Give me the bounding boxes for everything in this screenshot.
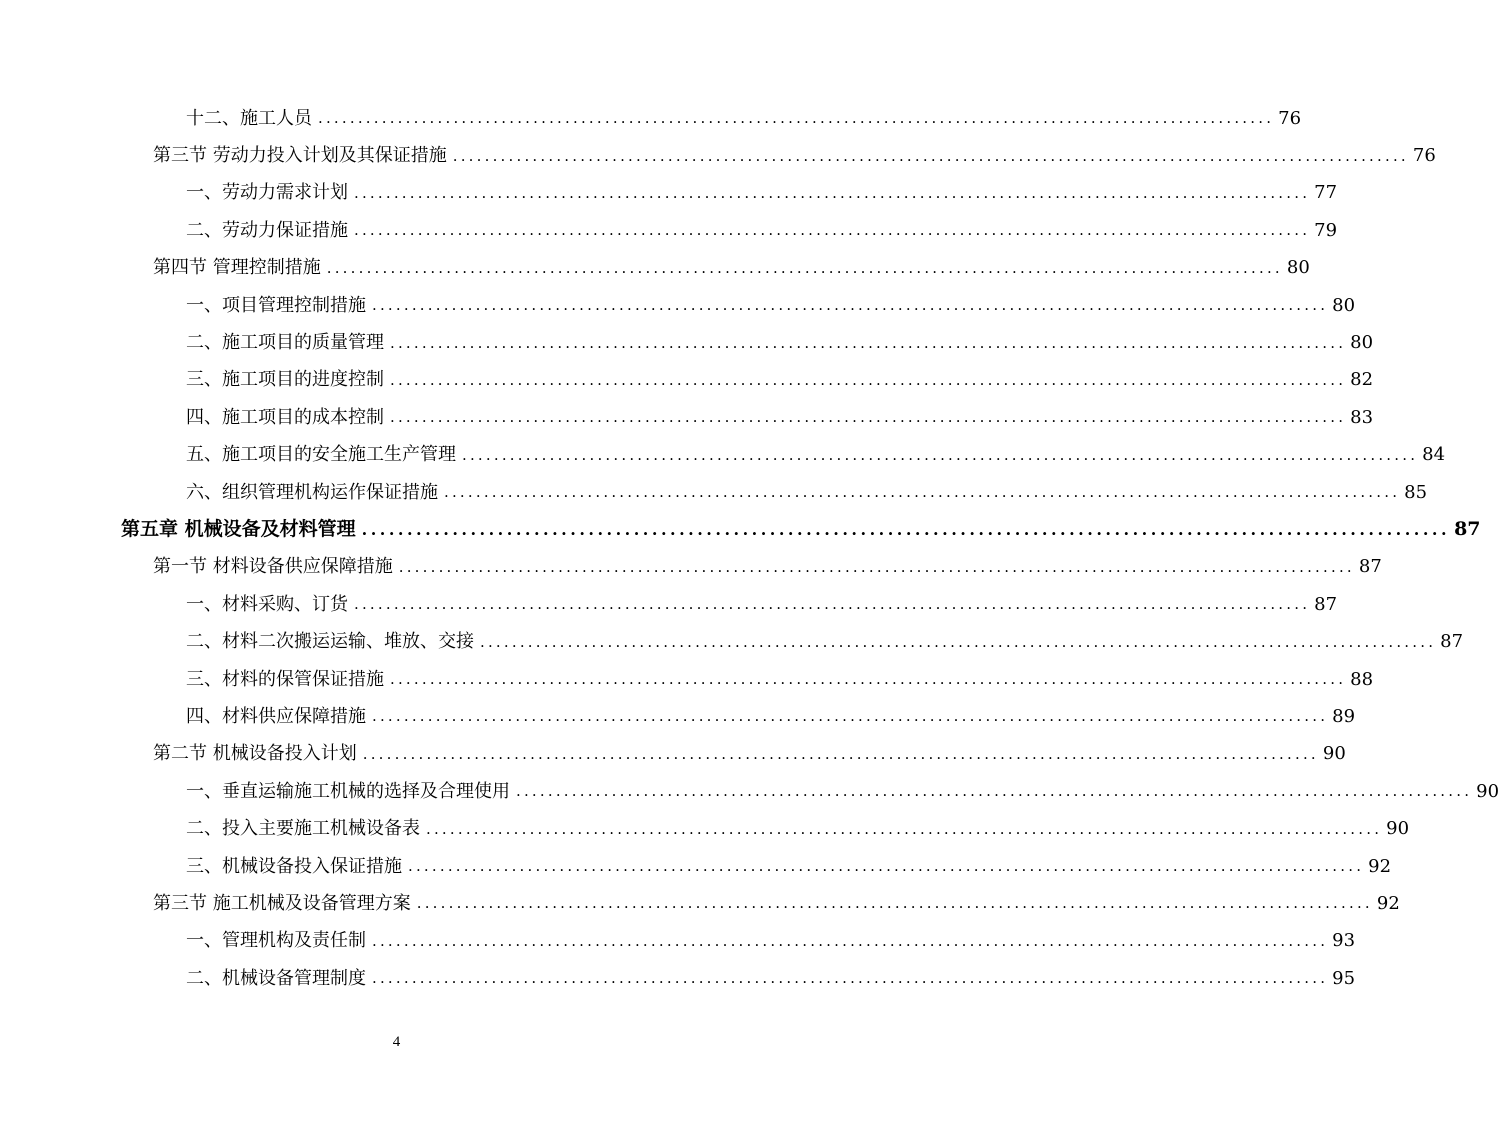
toc-entry-title: 第三节 施工机械及设备管理方案 bbox=[153, 892, 411, 914]
toc-entry-title: 二、材料二次搬运运输、堆放、交接 bbox=[186, 631, 474, 653]
toc-entry-title: 二、施工项目的质量管理 bbox=[186, 332, 384, 354]
toc-entry-page-number: 90 bbox=[1386, 818, 1410, 840]
toc-entry-title: 一、垂直运输施工机械的选择及合理使用 bbox=[186, 780, 510, 802]
toc-entry-section[interactable] bbox=[0, 549, 1382, 586]
toc-entry-title: 十二、施工人员 bbox=[186, 107, 312, 129]
toc-entry-page-number: 76 bbox=[1278, 107, 1302, 129]
dot-leader: ........................................................................................................................ bbox=[390, 333, 1347, 352]
toc-entry-item[interactable] bbox=[0, 923, 1356, 960]
dot-leader: ........................................................................................................................ bbox=[390, 408, 1347, 427]
toc-entry-item[interactable] bbox=[0, 362, 1374, 399]
toc-entry-section[interactable] bbox=[0, 250, 1310, 287]
dot-leader: ........................................................................................................................ bbox=[372, 296, 1329, 315]
table-of-contents bbox=[0, 100, 1499, 997]
toc-entry-title: 四、材料供应保障措施 bbox=[186, 705, 366, 727]
toc-entry-title: 二、劳动力保证措施 bbox=[186, 219, 348, 241]
toc-entry-chapter[interactable] bbox=[0, 511, 1481, 548]
toc-entry-page-number: 90 bbox=[1476, 780, 1499, 802]
toc-entry-page-number: 88 bbox=[1350, 668, 1374, 690]
dot-leader: ........................................................................................................................ bbox=[416, 894, 1373, 913]
toc-entry-title: 一、劳动力需求计划 bbox=[186, 182, 348, 204]
toc-entry-page-number: 87 bbox=[1440, 631, 1464, 653]
toc-entry-page-number: 93 bbox=[1332, 930, 1356, 952]
dot-leader: ........................................................................................................................ bbox=[361, 519, 1451, 539]
dot-leader: ........................................................................................................................ bbox=[398, 557, 1355, 576]
toc-entry-title: 第一节 材料设备供应保障措施 bbox=[153, 556, 393, 578]
dot-leader: ........................................................................................................................ bbox=[372, 707, 1329, 726]
dot-leader: ........................................................................................................................ bbox=[480, 632, 1437, 651]
toc-entry-item[interactable] bbox=[0, 960, 1356, 997]
dot-leader: ........................................................................................................................ bbox=[516, 782, 1473, 801]
dot-leader: ........................................................................................................................ bbox=[372, 931, 1329, 950]
toc-entry-page-number: 84 bbox=[1422, 444, 1446, 466]
dot-leader: ........................................................................................................................ bbox=[444, 483, 1401, 502]
dot-leader: ........................................................................................................................ bbox=[372, 969, 1329, 988]
toc-entry-page-number: 92 bbox=[1376, 892, 1400, 914]
toc-entry-page-number: 92 bbox=[1368, 855, 1392, 877]
dot-leader: ........................................................................................................................ bbox=[390, 370, 1347, 389]
toc-entry-item[interactable] bbox=[0, 212, 1338, 249]
toc-entry-item[interactable] bbox=[0, 324, 1374, 361]
toc-entry-title: 四、施工项目的成本控制 bbox=[186, 406, 384, 428]
toc-entry-page-number: 77 bbox=[1314, 182, 1338, 204]
toc-entry-title: 三、施工项目的进度控制 bbox=[186, 369, 384, 391]
toc-entry-item[interactable] bbox=[0, 100, 1302, 137]
toc-entry-item[interactable] bbox=[0, 287, 1356, 324]
toc-entry-page-number: 82 bbox=[1350, 369, 1374, 391]
toc-entry-title: 一、项目管理控制措施 bbox=[186, 294, 366, 316]
toc-entry-item[interactable] bbox=[0, 773, 1499, 810]
toc-entry-item[interactable] bbox=[0, 437, 1446, 474]
toc-entry-title: 第二节 机械设备投入计划 bbox=[153, 743, 357, 765]
toc-entry-section[interactable] bbox=[0, 137, 1436, 174]
dot-leader: ........................................................................................................................ bbox=[452, 146, 1409, 165]
toc-entry-item[interactable] bbox=[0, 175, 1338, 212]
toc-entry-title: 五、施工项目的安全施工生产管理 bbox=[186, 444, 456, 466]
toc-entry-title: 二、机械设备管理制度 bbox=[186, 967, 366, 989]
toc-entry-title: 三、机械设备投入保证措施 bbox=[186, 855, 402, 877]
toc-entry-page-number: 80 bbox=[1286, 257, 1310, 279]
toc-entry-title: 一、管理机构及责任制 bbox=[186, 930, 366, 952]
toc-entry-title: 二、投入主要施工机械设备表 bbox=[186, 818, 420, 840]
toc-entry-item[interactable] bbox=[0, 586, 1338, 623]
toc-entry-page-number: 85 bbox=[1404, 481, 1428, 503]
toc-entry-title: 六、组织管理机构运作保证措施 bbox=[186, 481, 438, 503]
toc-entry-section[interactable] bbox=[0, 736, 1346, 773]
toc-entry-item[interactable] bbox=[0, 848, 1392, 885]
toc-entry-title: 一、材料采购、订货 bbox=[186, 593, 348, 615]
toc-entry-page-number: 90 bbox=[1322, 743, 1346, 765]
toc-entry-item[interactable] bbox=[0, 623, 1464, 660]
dot-leader: ........................................................................................................................ bbox=[426, 819, 1383, 838]
toc-entry-item[interactable] bbox=[0, 399, 1374, 436]
toc-entry-title: 三、材料的保管保证措施 bbox=[186, 668, 384, 690]
dot-leader: ........................................................................................................................ bbox=[354, 595, 1311, 614]
toc-entry-page-number: 95 bbox=[1332, 967, 1356, 989]
dot-leader: ........................................................................................................................ bbox=[354, 221, 1311, 240]
toc-entry-page-number: 79 bbox=[1314, 219, 1338, 241]
toc-entry-item[interactable] bbox=[0, 661, 1374, 698]
dot-leader: ........................................................................................................................ bbox=[462, 445, 1419, 464]
toc-entry-section[interactable] bbox=[0, 885, 1400, 922]
toc-entry-page-number: 80 bbox=[1350, 332, 1374, 354]
toc-entry-title: 第四节 管理控制措施 bbox=[153, 257, 321, 279]
dot-leader: ........................................................................................................................ bbox=[390, 670, 1347, 689]
toc-entry-page-number: 83 bbox=[1350, 406, 1374, 428]
toc-entry-page-number: 80 bbox=[1332, 294, 1356, 316]
dot-leader: ........................................................................................................................ bbox=[354, 183, 1311, 202]
toc-entry-title: 第三节 劳动力投入计划及其保证措施 bbox=[153, 145, 447, 167]
toc-entry-page-number: 87 bbox=[1358, 556, 1382, 578]
dot-leader: ........................................................................................................................ bbox=[318, 109, 1275, 128]
toc-entry-page-number: 87 bbox=[1454, 518, 1481, 541]
toc-entry-title: 第五章 机械设备及材料管理 bbox=[121, 518, 356, 541]
toc-entry-item[interactable] bbox=[0, 698, 1356, 735]
dot-leader: ........................................................................................................................ bbox=[326, 258, 1283, 277]
toc-entry-item[interactable] bbox=[0, 474, 1428, 511]
dot-leader: ........................................................................................................................ bbox=[362, 744, 1319, 763]
toc-entry-page-number: 89 bbox=[1332, 705, 1356, 727]
toc-entry-item[interactable] bbox=[0, 810, 1410, 847]
page-number: 4 bbox=[392, 1034, 401, 1050]
toc-entry-page-number: 76 bbox=[1412, 145, 1436, 167]
dot-leader: ........................................................................................................................ bbox=[408, 857, 1365, 875]
toc-entry-page-number: 87 bbox=[1314, 593, 1338, 615]
